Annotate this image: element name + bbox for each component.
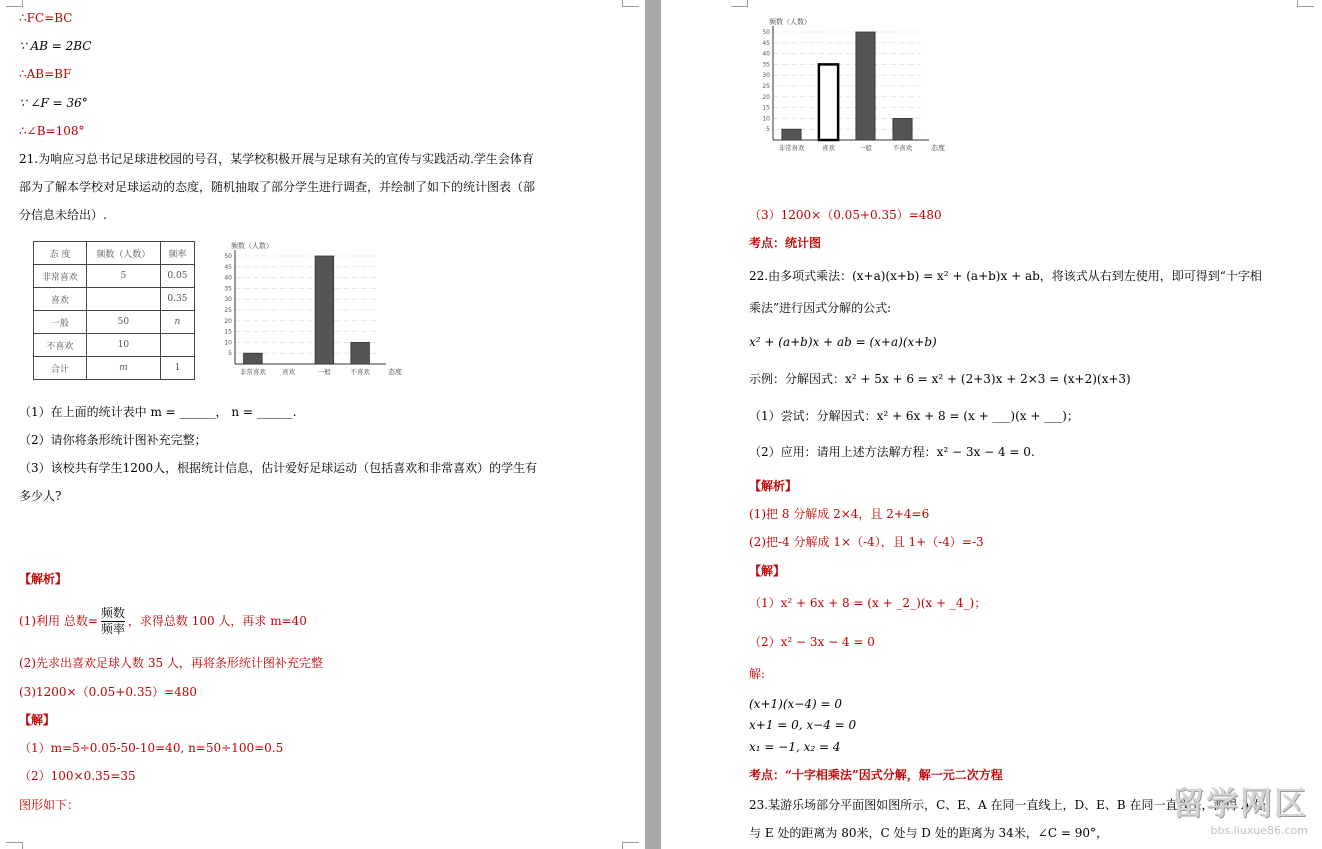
topic-line: 考点：“十字相乘法”因式分解，解一元二次方程 xyxy=(749,768,1003,782)
example-line: 示例：分解因式：x² + 5x + 6 = x² + (2+3)x + 2×3 = (x+2)(x+3) xyxy=(749,372,1131,386)
y-tick-label: 50 xyxy=(224,253,232,260)
question-part: （1）在上面的统计表中 m = ______， n = ______. xyxy=(19,405,297,419)
y-tick-label: 15 xyxy=(224,328,232,336)
question-part: （3）该校共有学生1200人，根据统计信息，估计爱好足球运动（包括喜欢和非常喜欢）的学生有 xyxy=(19,461,538,475)
table-header-cell: 态 度 xyxy=(34,242,87,265)
frequency-table xyxy=(33,241,195,380)
fraction-numerator: 频数 xyxy=(100,606,125,620)
y-tick-label: 5 xyxy=(228,350,232,358)
question-part: （1）尝试：分解因式：x² + 6x + 8 = (x + ___)(x + ___)； xyxy=(749,409,1079,423)
solution-line: 图形如下： xyxy=(19,798,80,812)
bar-一般 xyxy=(315,256,334,364)
question-part: （2）应用：请用上述方法解方程：x² − 3x − 4 = 0. xyxy=(749,445,1035,459)
page-corner-mark xyxy=(731,0,748,7)
table-header-cell: 频率 xyxy=(160,242,194,265)
y-tick-label: 10 xyxy=(224,339,232,347)
x-tick-label: 一般 xyxy=(317,368,331,376)
bar-不喜欢 xyxy=(893,118,912,140)
table-cell: 5 xyxy=(86,265,160,288)
x-tick-label: 不喜欢 xyxy=(350,368,370,376)
question-text: 23.某游乐场部分平面图如图所示，C、E、A 在同一直线上，D、E、B 在同一直线上，测得 A 处 xyxy=(749,798,1266,812)
y-tick-label: 20 xyxy=(762,93,770,101)
bar-非常喜欢 xyxy=(244,353,263,364)
table-cell: 一般 xyxy=(34,311,87,334)
proof-line: ∴FC=BC xyxy=(19,11,73,25)
y-axis-label: 频数（人数） xyxy=(769,18,811,26)
y-tick-label: 35 xyxy=(762,61,770,69)
y-tick-label: 35 xyxy=(224,285,232,293)
page-corner-mark xyxy=(1297,0,1314,7)
y-tick-label: 15 xyxy=(762,104,770,112)
question-text: 乘法”进行因式分解的公式: xyxy=(749,301,892,315)
bar-chart-incomplete xyxy=(213,238,408,388)
table-cell xyxy=(160,334,194,357)
table-cell: n xyxy=(160,311,194,334)
proof-line: ∴AB=BF xyxy=(19,67,72,81)
table-cell: 0.35 xyxy=(160,288,194,311)
bar-chart-completed xyxy=(751,14,951,164)
solution-heading: 【解】 xyxy=(749,564,786,578)
analysis-line: (2)把-4 分解成 1×（-4），且 1+（-4）=-3 xyxy=(749,535,984,549)
x-tick-label: 非常喜欢 xyxy=(239,368,266,376)
y-tick-label: 5 xyxy=(766,126,770,134)
x-tick-label: 喜欢 xyxy=(282,368,296,376)
fraction xyxy=(101,606,125,637)
y-tick-label: 40 xyxy=(762,50,770,58)
x-tick-label: 一般 xyxy=(859,144,872,152)
analysis-line xyxy=(19,606,307,637)
table-header-cell: 频数（人数） xyxy=(86,242,160,265)
x-tick-label: 喜欢 xyxy=(822,144,835,152)
bar-不喜欢 xyxy=(351,342,370,364)
analysis-text: (1)利用 总数= xyxy=(19,614,98,628)
y-tick-label: 25 xyxy=(762,83,770,90)
y-tick-label: 45 xyxy=(224,263,232,271)
page-corner-mark xyxy=(6,0,23,7)
y-tick-label: 20 xyxy=(224,317,232,325)
table-cell: m xyxy=(86,357,160,380)
bar-一般 xyxy=(856,32,875,140)
topic-line: 考点：统计图 xyxy=(749,236,822,250)
x-tick-label: 非常喜欢 xyxy=(778,144,805,152)
analysis-line: (1)把 8 分解成 2×4，且 2+4=6 xyxy=(749,507,930,521)
table-row xyxy=(34,357,195,380)
question-part: （2）请你将条形统计图补充完整； xyxy=(19,433,207,447)
table-cell xyxy=(86,288,160,311)
analysis-line: (2)先求出喜欢足球人数 35 人，再将条形统计图补充完整 xyxy=(19,656,323,670)
question-text: 与 E 处的距离为 80米，C 处与 D 处的距离为 34米，∠C = 90°， xyxy=(749,826,1108,840)
table-cell: 合计 xyxy=(34,357,87,380)
x-tick-label: 不喜欢 xyxy=(892,144,913,152)
x-axis-label: 态度 xyxy=(388,368,402,376)
y-axis-label: 频数（人数） xyxy=(231,242,273,250)
equation-line: (x+1)(x−4) = 0 xyxy=(749,697,842,711)
table-cell: 0.05 xyxy=(160,265,194,288)
equation-line: x+1 = 0, x−4 = 0 xyxy=(749,718,857,732)
page-corner-mark xyxy=(622,842,639,849)
question-text: 分信息未给出）. xyxy=(19,208,107,222)
site-watermark xyxy=(1172,778,1308,837)
solution-line: 解: xyxy=(749,667,766,681)
bar-非常喜欢 xyxy=(782,129,801,140)
y-tick-label: 50 xyxy=(762,29,770,36)
analysis-heading: 【解析】 xyxy=(749,479,798,493)
y-tick-label: 40 xyxy=(224,274,232,282)
proof-line: ∵ ∠F = 36° xyxy=(19,96,88,110)
answer-line: （3）1200×（0.05+0.35）=480 xyxy=(749,208,942,222)
table-row xyxy=(34,311,195,334)
bar-喜欢 xyxy=(819,64,838,140)
table-cell: 喜欢 xyxy=(34,288,87,311)
question-text: 22.由多项式乘法：(x+a)(x+b) = x² + (a+b)x + ab，将该式从右到左使用，即可得到“十字相 xyxy=(749,269,1262,283)
y-tick-label: 30 xyxy=(762,72,770,80)
y-tick-label: 10 xyxy=(762,115,770,123)
document-page-left xyxy=(0,0,645,849)
x-axis-label: 态度 xyxy=(931,144,945,152)
analysis-text: ，求得总数 100 人，再求 m=40 xyxy=(127,614,307,628)
proof-line: ∴∠B=108° xyxy=(19,124,85,138)
table-cell: 不喜欢 xyxy=(34,334,87,357)
equation-line: x₁ = −1, x₂ = 4 xyxy=(749,740,841,754)
y-tick-label: 25 xyxy=(224,307,232,314)
question-text: 21.为响应习总书记足球进校园的号召，某学校积极开展与足球有关的宣传与实践活动.学生会体育 xyxy=(19,152,534,166)
analysis-line: (3)1200×（0.05+0.35）=480 xyxy=(19,685,198,699)
table-header-row xyxy=(34,242,195,265)
page-corner-mark xyxy=(622,0,639,7)
analysis-heading: 【解析】 xyxy=(19,572,68,586)
table-row xyxy=(34,334,195,357)
solution-heading: 【解】 xyxy=(19,713,56,727)
solution-line: （2）x² − 3x − 4 = 0 xyxy=(749,635,875,649)
table-cell: 10 xyxy=(86,334,160,357)
y-tick-label: 45 xyxy=(762,39,770,47)
table-row xyxy=(34,265,195,288)
formula: x² + (a+b)x + ab = (x+a)(x+b) xyxy=(749,335,937,349)
document-page-right xyxy=(661,0,1322,849)
table-cell: 非常喜欢 xyxy=(34,265,87,288)
table-cell: 1 xyxy=(160,357,194,380)
y-tick-label: 30 xyxy=(224,296,232,304)
table-cell: 50 xyxy=(86,311,160,334)
solution-line: （1）m=5÷0.05-50-10=40, n=50÷100=0.5 xyxy=(19,741,284,755)
solution-line: （1）x² + 6x + 8 = (x + _2_)(x + _4_)； xyxy=(749,596,987,610)
fraction-denominator: 频率 xyxy=(100,622,125,636)
watermark-url: bbs.liuxue86.com xyxy=(1210,824,1308,837)
table-row xyxy=(34,288,195,311)
page-corner-mark xyxy=(6,842,23,849)
watermark-logo-text: 留学网区 xyxy=(1171,784,1308,822)
question-part: 多少人? xyxy=(19,489,62,503)
question-text: 部为了解本学校对足球运动的态度，随机抽取了部分学生进行调查，并绘制了如下的统计图表（部 xyxy=(19,180,536,194)
solution-line: （2）100×0.35=35 xyxy=(19,769,136,783)
proof-line: ∵ AB = 2BC xyxy=(19,39,92,53)
